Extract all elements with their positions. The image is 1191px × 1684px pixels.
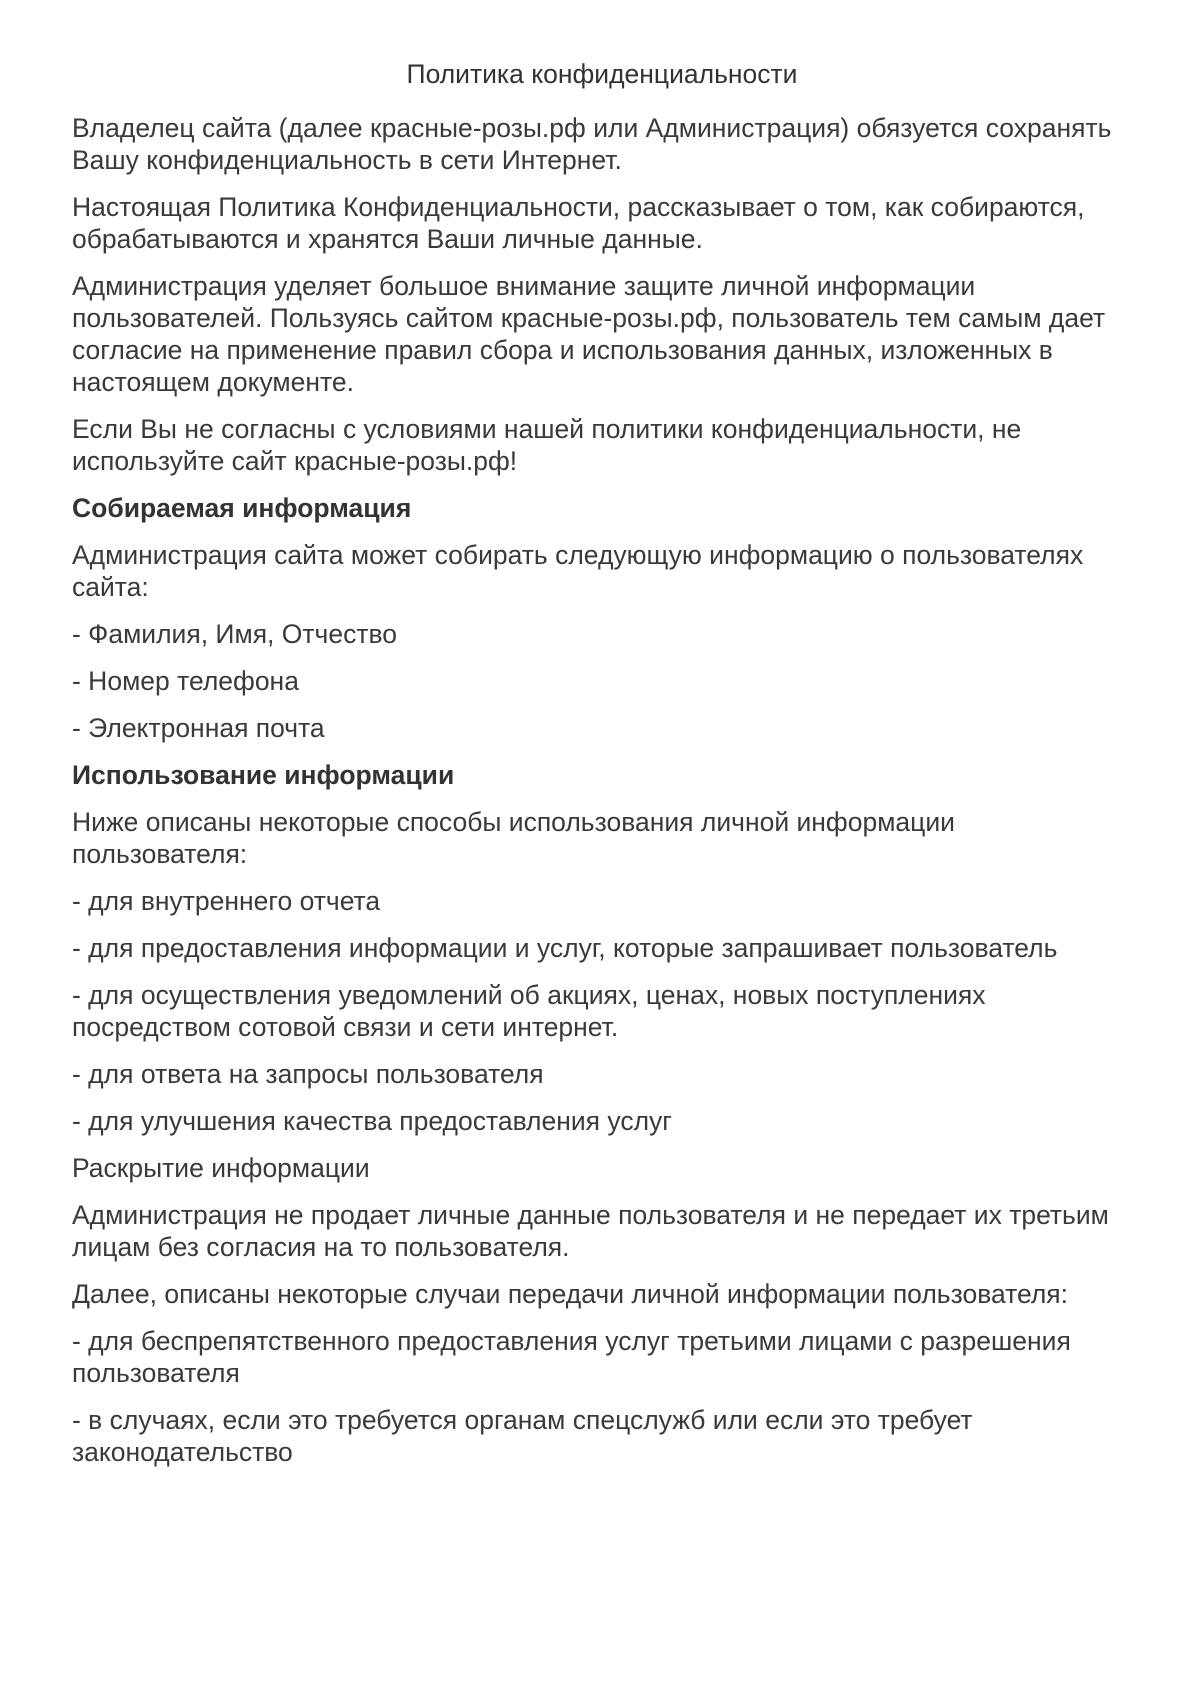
list-item-usage-services: - для предоставления информации и услуг, которые запрашивает пользователь (72, 933, 1058, 963)
section-heading-disclosure: Раскрытие информации (72, 1153, 370, 1183)
paragraph-intro-owner: Владелец сайта (далее красные-розы.рф или Администрация) обязуется сохранять Вашу конфиденциальность в сети Интернет. (72, 113, 1112, 175)
list-item-collected-phone: - Номер телефона (72, 666, 299, 696)
list-item-disclosure-legal: - в случаях, если это требуется органам спецслужб или если это требует законодательство (72, 1405, 973, 1467)
page-title: Политика конфиденциальности (406, 59, 798, 89)
document-page (72, 52, 1132, 1483)
paragraph-intro-policy: Настоящая Политика Конфиденциальности, рассказывает о том, как собираются, обрабатываются и хранятся Ваши личные данные. (72, 192, 1085, 254)
paragraph-disclosure-cases: Далее, описаны некоторые случаи передачи личной информации пользователя: (72, 1279, 1069, 1309)
list-item-disclosure-third-party: - для беспрепятственного предоставления услуг третьими лицами с разрешения пользователя (72, 1326, 1071, 1388)
paragraph-intro-consent: Администрация уделяет большое внимание защите личной информации пользователей. Пользуясь сайтом красные-розы.рф, пользователь тем самым дает согласие на применение правил сбора и использования данных, изложенных в настоящем документе. (72, 271, 1106, 397)
list-item-usage-quality: - для улучшения качества предоставления услуг (72, 1106, 672, 1136)
list-item-collected-email: - Электронная почта (72, 713, 325, 743)
list-item-usage-report: - для внутреннего отчета (72, 886, 381, 916)
list-item-collected-name: - Фамилия, Имя, Отчество (72, 619, 397, 649)
paragraph-usage-intro: Ниже описаны некоторые способы использования личной информации пользователя: (72, 807, 955, 869)
paragraph-intro-disagree: Если Вы не согласны с условиями нашей политики конфиденциальности, не используйте сайт красные-розы.рф! (72, 414, 1022, 476)
list-item-usage-notifications: - для осуществления уведомлений об акциях, ценах, новых поступлениях посредством сотовой связи и сети интернет. (72, 980, 986, 1042)
section-heading-usage: Использование информации (72, 760, 455, 790)
list-item-usage-requests: - для ответа на запросы пользователя (72, 1059, 544, 1089)
section-heading-collected: Собираемая информация (72, 493, 412, 523)
paragraph-disclosure-no-sale: Администрация не продает личные данные пользователя и не передает их третьим лицам без согласия на то пользователя. (72, 1200, 1109, 1262)
paragraph-collected-intro: Администрация сайта может собирать следующую информацию о пользователях сайта: (72, 540, 1084, 602)
